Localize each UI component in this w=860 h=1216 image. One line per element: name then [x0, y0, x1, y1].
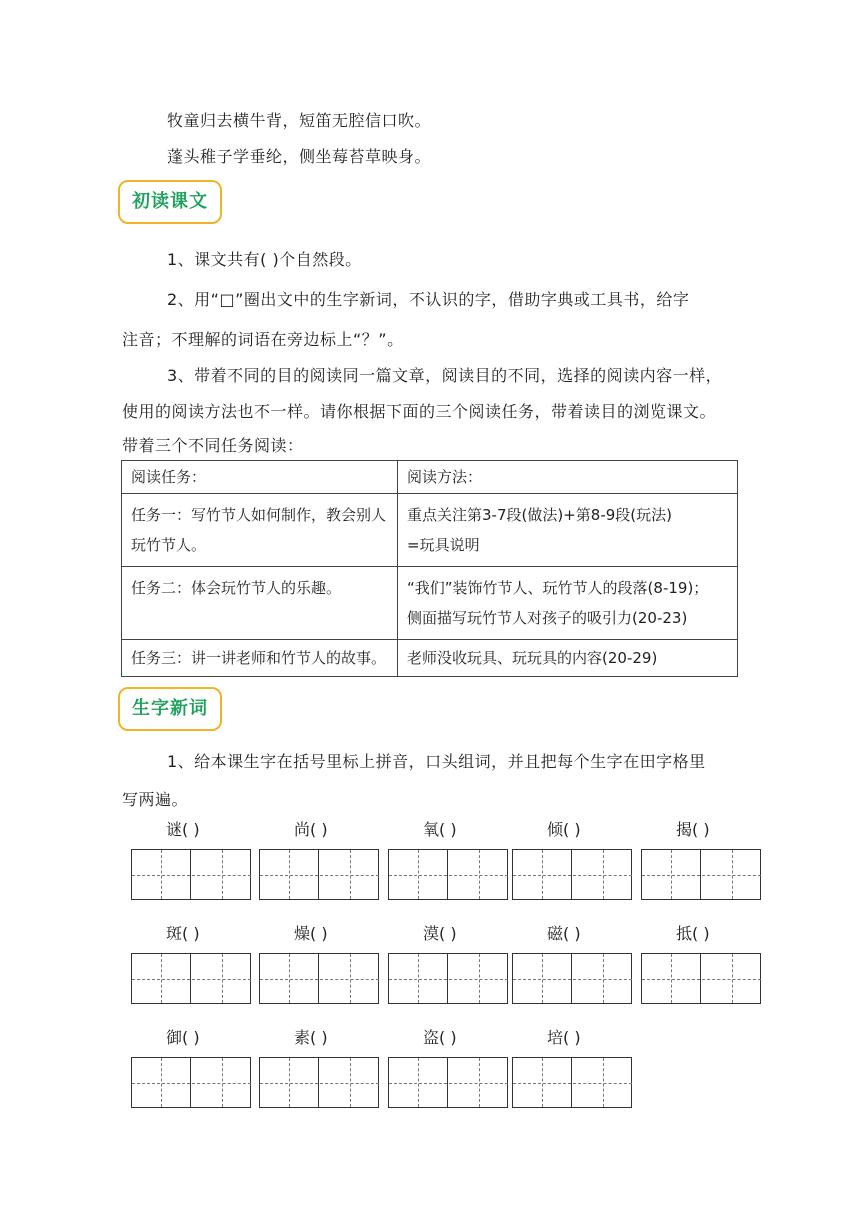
tian-zi-ge-grid[interactable]	[641, 849, 761, 900]
method-line: 重点关注第3-7段(做法)+第8-9段(玩法)	[407, 506, 672, 524]
char-label: 漠( )	[423, 924, 457, 943]
grid-cell[interactable]	[513, 850, 572, 899]
grid-guide-horizontal	[449, 1083, 508, 1084]
grid-guide-horizontal	[513, 979, 571, 980]
grid-cell[interactable]	[192, 954, 251, 1003]
grid-guide-horizontal	[702, 979, 761, 980]
grid-guide-horizontal	[192, 1083, 251, 1084]
method-cell	[398, 567, 738, 640]
grid-guide-horizontal	[449, 875, 508, 876]
table-row	[122, 567, 738, 640]
tian-zi-ge-grid[interactable]	[641, 953, 761, 1004]
question-2-line-2: 注音；不理解的词语在旁边标上“？”。	[122, 330, 404, 349]
section-heading-first-reading: 初读课文	[118, 180, 222, 224]
grid-guide-horizontal	[132, 1083, 190, 1084]
method-cell	[398, 494, 738, 567]
char-label: 氧( )	[423, 820, 457, 839]
table-row	[122, 640, 738, 677]
grid-guide-horizontal	[513, 1083, 571, 1084]
grid-guide-horizontal	[573, 1083, 632, 1084]
char-label: 素( )	[294, 1028, 328, 1047]
grid-cell[interactable]	[132, 850, 191, 899]
grid-cell[interactable]	[192, 850, 251, 899]
question-3-line-2: 使用的阅读方法也不一样。请你根据下面的三个阅读任务，带着读目的浏览课文。	[122, 402, 717, 421]
grid-cell[interactable]	[449, 954, 508, 1003]
grid-cell[interactable]	[260, 954, 319, 1003]
question-2-line-1: 2、用“□”圈出文中的生字新词，不认识的字，借助字典或工具书，给字	[167, 290, 690, 309]
grid-cell[interactable]	[449, 850, 508, 899]
char-label: 盗( )	[423, 1028, 457, 1047]
grid-guide-horizontal	[132, 875, 190, 876]
grid-cell[interactable]	[389, 1058, 448, 1107]
char-label: 磁( )	[547, 924, 581, 943]
grid-cell[interactable]	[192, 1058, 251, 1107]
grid-guide-horizontal	[320, 979, 379, 980]
char-label: 倾( )	[547, 820, 581, 839]
grid-cell[interactable]	[260, 1058, 319, 1107]
poem-line-1: 牧童归去横牛背，短笛无腔信口吹。	[167, 111, 432, 130]
grid-guide-horizontal	[260, 875, 318, 876]
grid-cell[interactable]	[702, 850, 761, 899]
grid-cell[interactable]	[320, 1058, 379, 1107]
tian-zi-ge-grid[interactable]	[131, 953, 251, 1004]
grid-cell[interactable]	[132, 1058, 191, 1107]
grid-guide-horizontal	[192, 875, 251, 876]
tian-zi-ge-grid[interactable]	[131, 1057, 251, 1108]
char-label: 揭( )	[676, 820, 710, 839]
new-words-question-line-1: 1、给本课生字在括号里标上拼音，口头组词，并且把每个生字在田字格里	[167, 752, 706, 771]
reading-task-table	[121, 460, 738, 677]
grid-cell[interactable]	[513, 1058, 572, 1107]
grid-guide-horizontal	[702, 875, 761, 876]
char-label: 御( )	[166, 1028, 200, 1047]
char-label: 斑( )	[166, 924, 200, 943]
tian-zi-ge-grid[interactable]	[259, 1057, 379, 1108]
grid-guide-horizontal	[320, 1083, 379, 1084]
poem-line-2: 蓬头稚子学垂纶，侧坐莓苔草映身。	[167, 147, 432, 166]
tian-zi-ge-grid[interactable]	[512, 1057, 632, 1108]
grid-cell[interactable]	[513, 954, 572, 1003]
grid-guide-horizontal	[573, 979, 632, 980]
task-cell: 任务二：体会玩竹节人的乐趣。	[122, 567, 398, 640]
grid-guide-horizontal	[389, 875, 447, 876]
tian-zi-ge-grid[interactable]	[259, 953, 379, 1004]
section-heading-new-words: 生字新词	[118, 687, 222, 731]
char-label: 谜( )	[166, 820, 200, 839]
tian-zi-ge-grid[interactable]	[512, 953, 632, 1004]
question-3-line-1: 3、带着不同的目的阅读同一篇文章，阅读目的不同，选择的阅读内容一样，	[167, 366, 723, 385]
grid-cell[interactable]	[449, 1058, 508, 1107]
tian-zi-ge-grid[interactable]	[388, 953, 508, 1004]
grid-guide-horizontal	[260, 1083, 318, 1084]
tian-zi-ge-grid[interactable]	[131, 849, 251, 900]
table-header-method: 阅读方法：	[398, 461, 738, 494]
grid-cell[interactable]	[389, 850, 448, 899]
grid-cell[interactable]	[573, 850, 632, 899]
char-label: 培( )	[547, 1028, 581, 1047]
table-row	[122, 494, 738, 567]
method-cell	[398, 640, 738, 677]
grid-cell[interactable]	[320, 850, 379, 899]
grid-guide-horizontal	[320, 875, 379, 876]
char-label: 尚( )	[294, 820, 328, 839]
grid-cell[interactable]	[642, 954, 701, 1003]
grid-cell[interactable]	[389, 954, 448, 1003]
grid-guide-horizontal	[449, 979, 508, 980]
grid-guide-horizontal	[642, 875, 700, 876]
grid-guide-horizontal	[642, 979, 700, 980]
new-words-question-line-2: 写两遍。	[122, 790, 189, 809]
grid-cell[interactable]	[642, 850, 701, 899]
grid-cell[interactable]	[702, 954, 761, 1003]
method-line: “我们”装饰竹节人、玩竹节人的段落(8-19)；	[407, 579, 709, 597]
task-cell: 任务三：讲一讲老师和竹节人的故事。	[122, 640, 398, 677]
grid-guide-horizontal	[260, 979, 318, 980]
grid-guide-horizontal	[573, 875, 632, 876]
tian-zi-ge-grid[interactable]	[388, 849, 508, 900]
grid-guide-horizontal	[132, 979, 190, 980]
table-header-task: 阅读任务：	[122, 461, 398, 494]
question-1-paragraph-count: 1、课文共有( )个自然段。	[167, 250, 362, 269]
method-line: =玩具说明	[407, 536, 480, 554]
grid-cell[interactable]	[573, 954, 632, 1003]
table-header-row	[122, 461, 738, 494]
grid-cell[interactable]	[320, 954, 379, 1003]
method-line: 侧面描写玩竹节人对孩子的吸引力(20-23)	[407, 609, 688, 627]
task-cell: 任务一：写竹节人如何制作，教会别人玩竹节人。	[122, 494, 398, 567]
grid-cell[interactable]	[573, 1058, 632, 1107]
char-label: 燥( )	[294, 924, 328, 943]
grid-guide-horizontal	[389, 979, 447, 980]
grid-guide-horizontal	[192, 979, 251, 980]
grid-cell[interactable]	[132, 954, 191, 1003]
tian-zi-ge-grid[interactable]	[259, 849, 379, 900]
char-label: 抵( )	[676, 924, 710, 943]
grid-guide-horizontal	[389, 1083, 447, 1084]
grid-cell[interactable]	[260, 850, 319, 899]
tian-zi-ge-grid[interactable]	[388, 1057, 508, 1108]
grid-guide-horizontal	[513, 875, 571, 876]
question-3-line-3: 带着三个不同任务阅读：	[122, 436, 304, 455]
tian-zi-ge-grid[interactable]	[512, 849, 632, 900]
method-line: 老师没收玩具、玩玩具的内容(20-29)	[407, 649, 658, 667]
